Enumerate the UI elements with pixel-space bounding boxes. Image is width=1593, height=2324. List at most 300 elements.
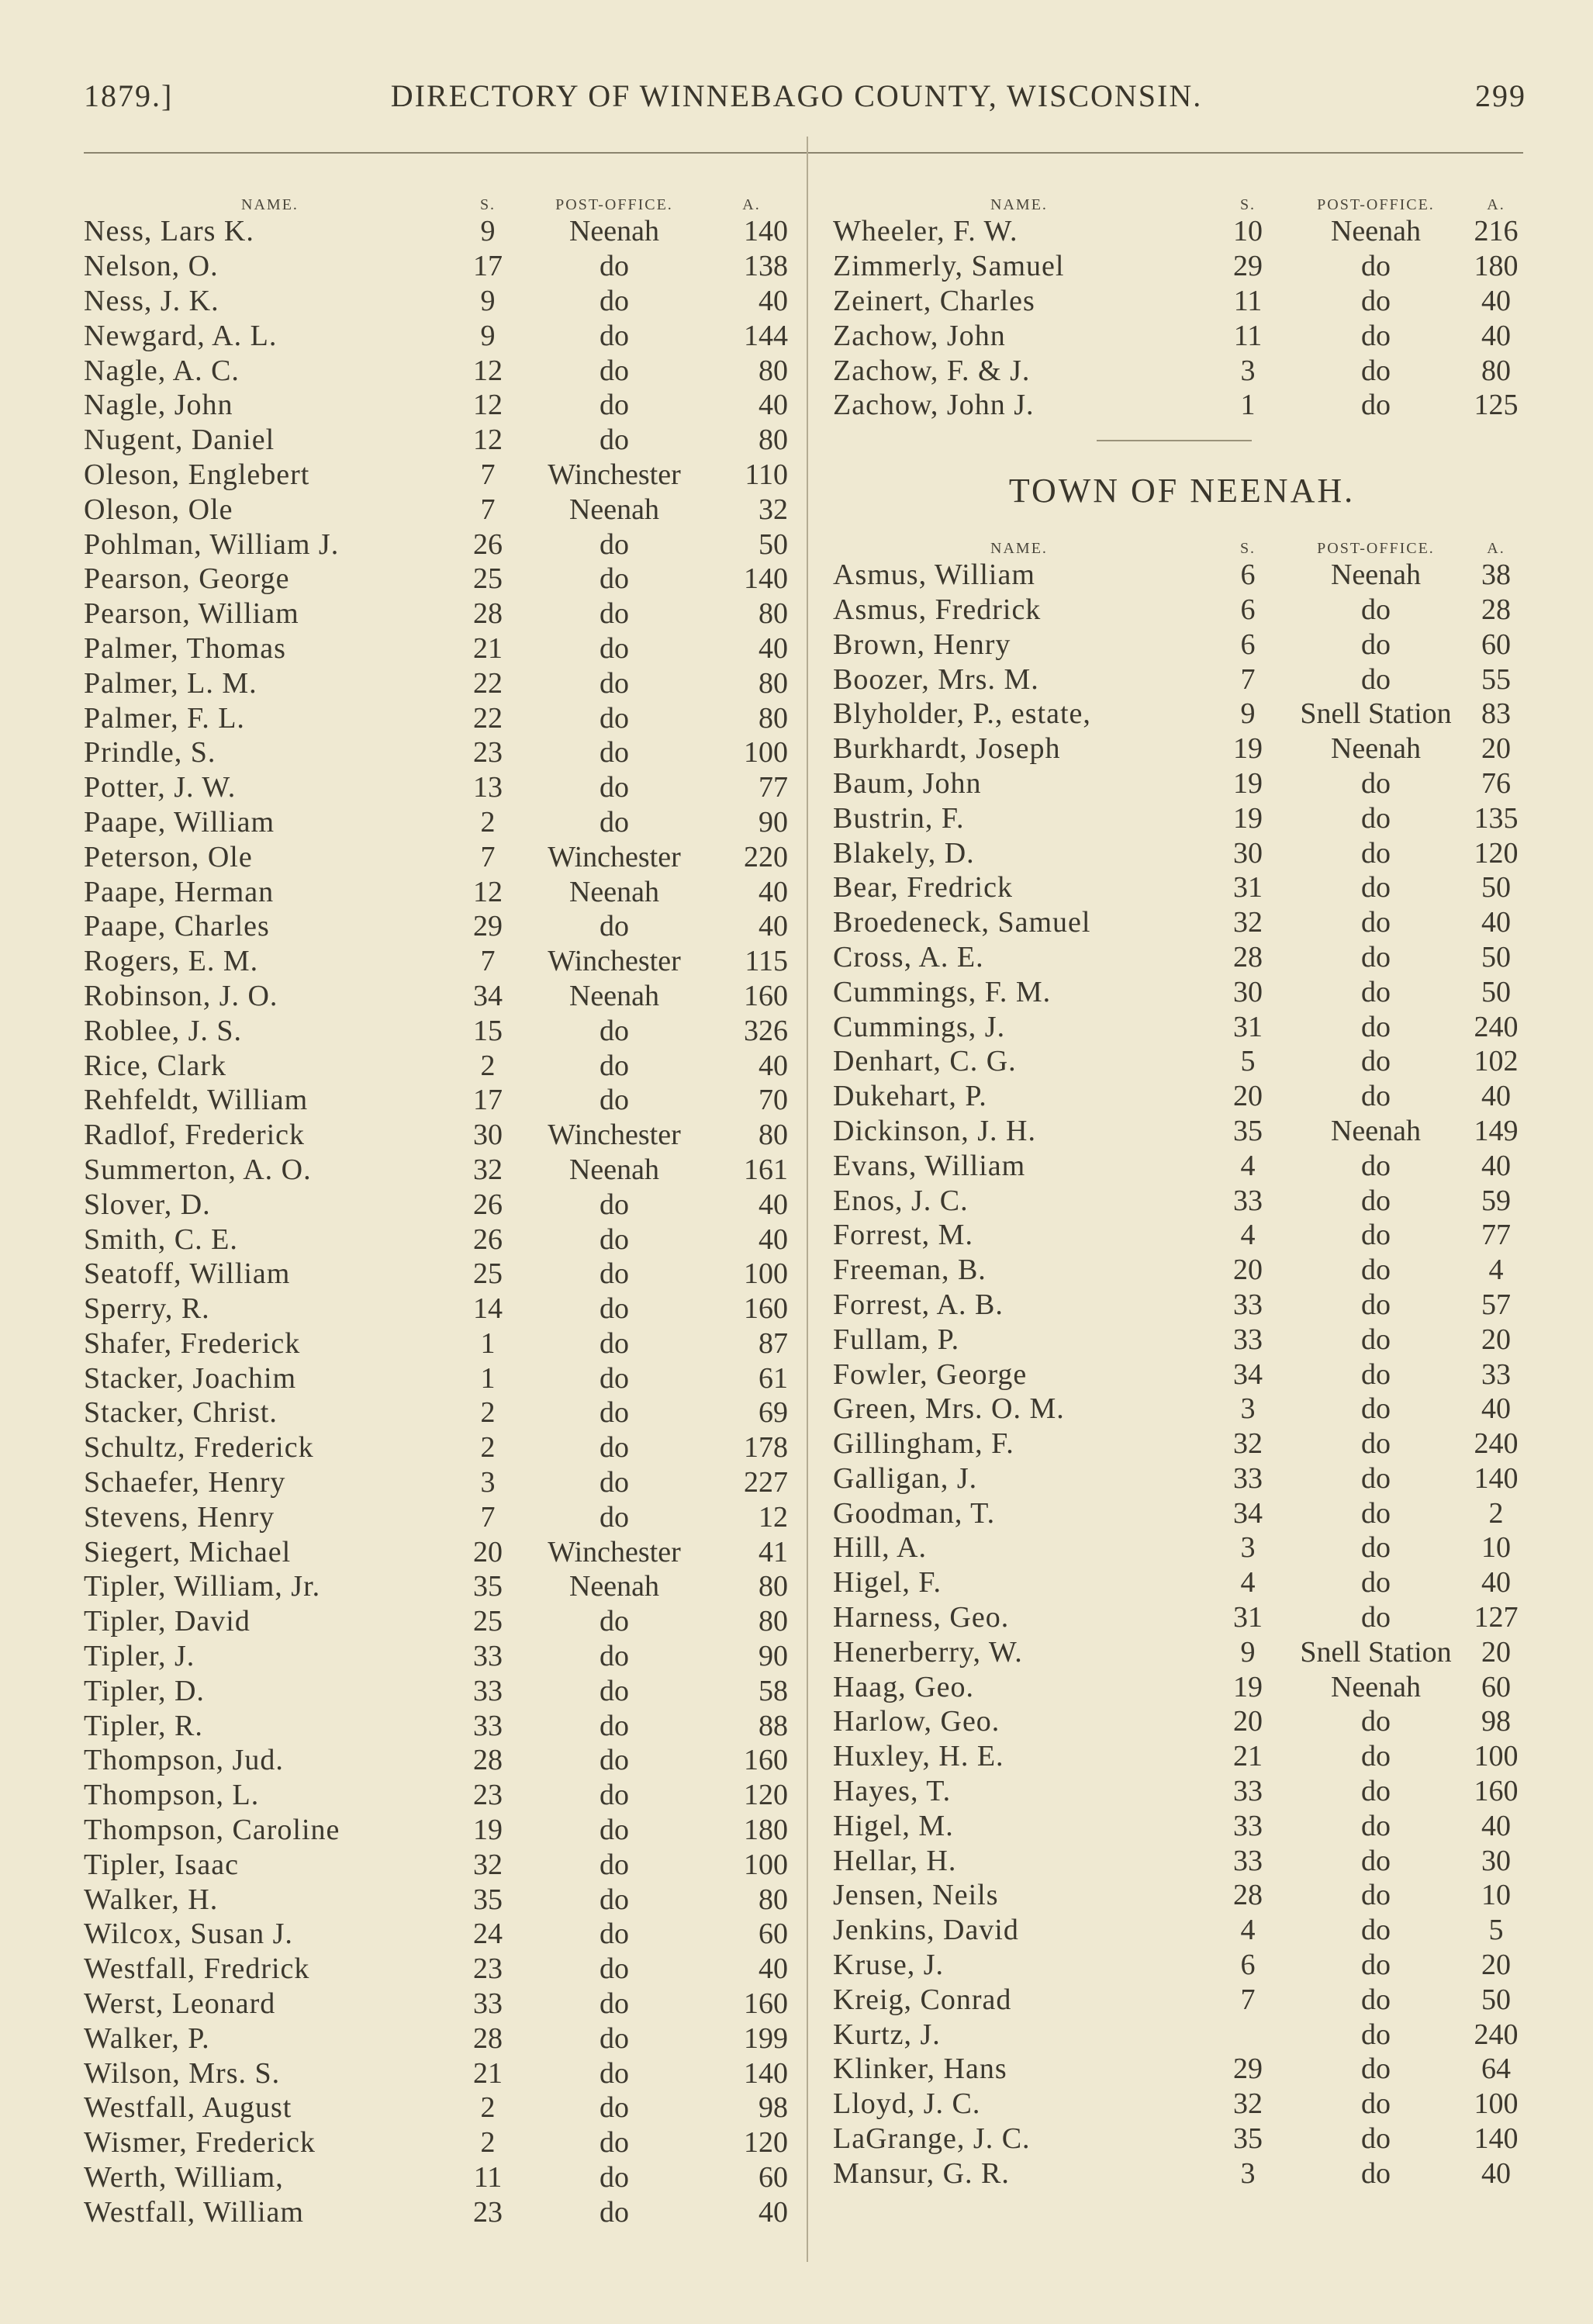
entry-name: Rehfeldt, William bbox=[84, 1084, 309, 1117]
entry-post-office: do bbox=[600, 1188, 629, 1221]
entry-acres: 40 bbox=[758, 1049, 788, 1082]
entry-name: Schaefer, Henry bbox=[84, 1466, 286, 1499]
entry-section: 4 bbox=[1240, 1566, 1256, 1599]
entry-section: 33 bbox=[1233, 1288, 1263, 1321]
entry-name: Sperry, R. bbox=[84, 1292, 210, 1326]
table-row bbox=[84, 1153, 794, 1188]
entry-post-office: Neenah bbox=[568, 875, 660, 908]
entry-name: Klinker, Hans bbox=[833, 2053, 1007, 2086]
entry-post-office: Winchester bbox=[548, 945, 681, 978]
entry-name: Thompson, Jud. bbox=[84, 1744, 284, 1777]
entry-section: 23 bbox=[473, 736, 503, 769]
entry-acres: 160 bbox=[744, 1292, 788, 1326]
entry-acres: 50 bbox=[1481, 940, 1511, 974]
entry-post-office: do bbox=[1361, 1983, 1391, 2016]
column-header-section: S. bbox=[479, 196, 496, 213]
entry-acres: 69 bbox=[758, 1396, 788, 1430]
table-row bbox=[84, 2194, 794, 2229]
entry-section: 29 bbox=[1233, 2053, 1263, 2086]
entry-section: 9 bbox=[1240, 1635, 1256, 1669]
left-column bbox=[84, 180, 794, 2229]
entry-post-office: do bbox=[600, 1431, 629, 1465]
table-row bbox=[84, 1917, 794, 1952]
entry-name: Harlow, Geo. bbox=[833, 1705, 1000, 1738]
entry-post-office: Neenah bbox=[568, 493, 660, 526]
entry-section: 35 bbox=[473, 1570, 503, 1603]
entry-post-office: do bbox=[600, 910, 629, 943]
entry-section: 31 bbox=[1233, 1601, 1263, 1634]
entry-section: 6 bbox=[1240, 1949, 1256, 1982]
entry-section: 19 bbox=[1233, 801, 1263, 835]
entry-post-office: do bbox=[1361, 1775, 1391, 1808]
table-row bbox=[84, 2125, 794, 2160]
entry-post-office: do bbox=[600, 284, 629, 317]
entry-post-office: do bbox=[600, 1709, 629, 1742]
entry-name: Westfall, Fredrick bbox=[84, 1952, 310, 1986]
entry-post-office: Neenah bbox=[1330, 732, 1422, 766]
table-row bbox=[833, 1044, 1531, 1079]
entry-name: Peterson, Ole bbox=[84, 840, 253, 873]
entry-acres: 140 bbox=[744, 562, 788, 596]
entry-post-office: do bbox=[1361, 1080, 1391, 1113]
table-row bbox=[833, 558, 1531, 593]
entry-post-office: do bbox=[600, 250, 629, 283]
table-row bbox=[84, 1083, 794, 1118]
entry-section: 34 bbox=[1233, 1496, 1263, 1530]
entry-section: 20 bbox=[1233, 1080, 1263, 1113]
entry-acres: 178 bbox=[744, 1431, 788, 1465]
table-row bbox=[84, 2021, 794, 2056]
entry-section: 20 bbox=[1233, 1705, 1263, 1738]
entry-post-office: do bbox=[1361, 1010, 1391, 1043]
entry-post-office: Winchester bbox=[548, 1535, 681, 1568]
entry-post-office: Winchester bbox=[548, 840, 681, 873]
entry-post-office: do bbox=[600, 1814, 629, 1847]
entry-acres: 199 bbox=[744, 2021, 788, 2055]
entry-name: Huxley, H. E. bbox=[833, 1740, 1004, 1773]
entry-section: 10 bbox=[1233, 215, 1263, 248]
entry-section: 33 bbox=[1233, 1844, 1263, 1877]
entry-post-office: do bbox=[600, 2056, 629, 2090]
entry-name: Enos, J. C. bbox=[833, 1184, 969, 1217]
entry-acres: 40 bbox=[1481, 284, 1511, 317]
table-row bbox=[833, 1739, 1531, 1774]
entry-section: 12 bbox=[473, 875, 503, 908]
entry-post-office: do bbox=[1361, 1461, 1391, 1495]
table-row bbox=[84, 1987, 794, 2021]
entry-acres: 160 bbox=[1474, 1775, 1519, 1808]
entry-section: 33 bbox=[473, 1987, 503, 2021]
entry-section: 33 bbox=[473, 1640, 503, 1673]
table-row bbox=[84, 2091, 794, 2125]
entry-post-office: do bbox=[1361, 1149, 1391, 1182]
entry-post-office: Winchester bbox=[548, 1119, 681, 1152]
header-year: 1879.] bbox=[84, 78, 174, 113]
entry-acres: 140 bbox=[744, 215, 788, 248]
entry-post-office: do bbox=[1361, 1601, 1391, 1634]
entry-name: Denhart, C. G. bbox=[833, 1045, 1017, 1078]
entry-name: Nagle, A. C. bbox=[84, 354, 240, 387]
entry-acres: 55 bbox=[1481, 662, 1511, 696]
entry-acres: 30 bbox=[1481, 1844, 1511, 1877]
entry-acres: 50 bbox=[758, 527, 788, 561]
entry-name: Palmer, F. L. bbox=[84, 701, 245, 735]
entry-acres: 120 bbox=[744, 1779, 788, 1812]
table-row bbox=[833, 1148, 1531, 1183]
entry-name: Paape, Herman bbox=[84, 875, 275, 908]
entry-acres: 10 bbox=[1481, 1879, 1511, 1912]
entry-acres: 100 bbox=[1474, 1740, 1519, 1773]
entry-acres: 140 bbox=[1474, 1461, 1519, 1495]
table-row bbox=[84, 214, 794, 249]
entry-section: 19 bbox=[1233, 766, 1263, 800]
entry-section: 32 bbox=[1233, 1427, 1263, 1461]
entry-acres: 80 bbox=[758, 354, 788, 387]
section-title: TOWN OF NEENAH. bbox=[1008, 471, 1356, 510]
entry-name: Potter, J. W. bbox=[84, 771, 237, 804]
entry-post-office: do bbox=[1361, 2018, 1391, 2051]
table-row bbox=[833, 2017, 1531, 2052]
entry-section: 6 bbox=[1240, 593, 1256, 626]
entry-section: 4 bbox=[1240, 1914, 1256, 1947]
entry-section: 20 bbox=[473, 1535, 503, 1568]
table-row bbox=[84, 805, 794, 840]
entry-name: Nelson, O. bbox=[84, 250, 219, 283]
entry-section: 11 bbox=[1233, 284, 1263, 317]
entry-post-office: do bbox=[600, 1223, 629, 1256]
entry-post-office: do bbox=[600, 771, 629, 804]
entry-name: Gillingham, F. bbox=[833, 1427, 1014, 1461]
entry-acres: 77 bbox=[758, 771, 788, 804]
entry-name: Wilcox, Susan J. bbox=[84, 1918, 293, 1951]
table-row bbox=[84, 1882, 794, 1917]
entry-name: Cross, A. E. bbox=[833, 940, 984, 974]
entry-section: 33 bbox=[473, 1709, 503, 1742]
entry-acres: 20 bbox=[1481, 1323, 1511, 1356]
entry-post-office: do bbox=[1361, 1879, 1391, 1912]
table-row bbox=[833, 1704, 1531, 1739]
entry-acres: 161 bbox=[744, 1153, 788, 1186]
entry-name: Cummings, J. bbox=[833, 1010, 1006, 1043]
entry-post-office: do bbox=[600, 1084, 629, 1117]
table-row bbox=[833, 905, 1531, 940]
entry-section: 13 bbox=[473, 771, 503, 804]
table-row bbox=[833, 731, 1531, 766]
entry-name: Higel, M. bbox=[833, 1809, 954, 1842]
table-row bbox=[84, 1118, 794, 1153]
entry-name: Kreig, Conrad bbox=[833, 1983, 1012, 2016]
table-row bbox=[833, 801, 1531, 835]
entry-section: 26 bbox=[473, 527, 503, 561]
table-row bbox=[84, 1013, 794, 1048]
entry-acres: 125 bbox=[1474, 389, 1519, 422]
table-row bbox=[833, 1600, 1531, 1635]
entry-post-office: do bbox=[600, 2091, 629, 2125]
entry-section: 35 bbox=[473, 1883, 503, 1916]
entry-post-office: do bbox=[600, 2195, 629, 2229]
table-row bbox=[84, 1847, 794, 1882]
entry-acres: 32 bbox=[758, 493, 788, 526]
entry-name: Wismer, Frederick bbox=[84, 2126, 316, 2160]
entry-name: Nugent, Daniel bbox=[84, 424, 275, 457]
entry-name: Zeinert, Charles bbox=[833, 284, 1035, 317]
entry-name: Tipler, D. bbox=[84, 1674, 205, 1707]
entry-post-office: do bbox=[1361, 2053, 1391, 2086]
entry-acres: 41 bbox=[758, 1535, 788, 1568]
entry-post-office: do bbox=[600, 2021, 629, 2055]
entry-name: Jensen, Neils bbox=[833, 1879, 999, 1912]
table-row bbox=[833, 1253, 1531, 1288]
entry-section: 23 bbox=[473, 1779, 503, 1812]
table-row bbox=[833, 1808, 1531, 1843]
entry-section: 19 bbox=[473, 1814, 503, 1847]
entry-acres: 64 bbox=[1481, 2053, 1511, 2086]
entry-name: Siegert, Michael bbox=[84, 1535, 292, 1568]
entry-name: Zimmerly, Samuel bbox=[833, 250, 1065, 283]
entry-name: Ness, Lars K. bbox=[84, 215, 254, 248]
table-row bbox=[84, 597, 794, 631]
entry-name: Westfall, William bbox=[84, 2195, 304, 2229]
entry-section: 32 bbox=[1233, 906, 1263, 939]
entry-acres: 227 bbox=[744, 1466, 788, 1499]
table-row bbox=[84, 353, 794, 388]
entry-section: 6 bbox=[1240, 559, 1256, 592]
entry-name: Haag, Geo. bbox=[833, 1670, 974, 1703]
table-row bbox=[833, 2122, 1531, 2156]
entry-post-office: do bbox=[1361, 1254, 1391, 1287]
column-header-name: NAME. bbox=[241, 196, 299, 213]
entry-post-office: Snell Station bbox=[1300, 1635, 1452, 1669]
entry-name: LaGrange, J. C. bbox=[833, 2122, 1031, 2156]
table-row bbox=[84, 423, 794, 458]
entry-section: 15 bbox=[473, 1014, 503, 1047]
entry-section: 7 bbox=[480, 945, 496, 978]
entry-post-office: do bbox=[1361, 319, 1391, 352]
column-header-section: S. bbox=[1239, 196, 1256, 213]
table-row bbox=[833, 835, 1531, 870]
right-bottom-rows bbox=[833, 558, 1531, 2191]
entry-name: Henerberry, W. bbox=[833, 1635, 1023, 1669]
entry-name: Summerton, A. O. bbox=[84, 1153, 312, 1186]
entry-name: Zachow, F. & J. bbox=[833, 354, 1031, 387]
right-column bbox=[833, 180, 1531, 2191]
column-header-post-office: POST-OFFICE. bbox=[555, 196, 673, 213]
entry-section: 33 bbox=[1233, 1323, 1263, 1356]
entry-section: 23 bbox=[473, 1952, 503, 1986]
entry-post-office: do bbox=[600, 1257, 629, 1291]
entry-section: 9 bbox=[480, 319, 496, 352]
entry-acres: 80 bbox=[758, 1605, 788, 1638]
column-header-post-office: POST-OFFICE. bbox=[1317, 539, 1435, 557]
entry-acres: 180 bbox=[744, 1814, 788, 1847]
entry-name: Hayes, T. bbox=[833, 1775, 952, 1808]
entry-section: 26 bbox=[473, 1223, 503, 1256]
entry-acres: 144 bbox=[744, 319, 788, 352]
entry-post-office: do bbox=[600, 354, 629, 387]
entry-name: Burkhardt, Joseph bbox=[833, 732, 1061, 766]
entry-section: 34 bbox=[1233, 1357, 1263, 1391]
entry-acres: 40 bbox=[758, 1188, 788, 1221]
entry-post-office: do bbox=[1361, 1809, 1391, 1842]
entry-post-office: do bbox=[600, 1014, 629, 1047]
table-row bbox=[84, 979, 794, 1014]
entry-section: 34 bbox=[473, 979, 503, 1012]
entry-section: 4 bbox=[1240, 1219, 1256, 1252]
table-row bbox=[84, 284, 794, 319]
table-row bbox=[84, 735, 794, 770]
entry-acres: 20 bbox=[1481, 1949, 1511, 1982]
entry-post-office: do bbox=[1361, 766, 1391, 800]
entry-section: 2 bbox=[480, 1049, 496, 1082]
entry-acres: 115 bbox=[745, 945, 788, 978]
entry-section: 7 bbox=[480, 458, 496, 491]
entry-name: Stacker, Christ. bbox=[84, 1396, 278, 1430]
table-row bbox=[84, 249, 794, 284]
entry-acres: 80 bbox=[758, 701, 788, 735]
entry-post-office: do bbox=[600, 1396, 629, 1430]
entry-section: 31 bbox=[1233, 871, 1263, 904]
entry-acres: 240 bbox=[1474, 1427, 1519, 1461]
entry-acres: 38 bbox=[1481, 559, 1511, 592]
entry-acres: 240 bbox=[1474, 2018, 1519, 2051]
entry-name: Slover, D. bbox=[84, 1188, 211, 1221]
entry-post-office: do bbox=[600, 666, 629, 700]
entry-section: 12 bbox=[473, 424, 503, 457]
entry-post-office: do bbox=[1361, 975, 1391, 1008]
entry-section: 21 bbox=[473, 631, 503, 665]
entry-acres: 60 bbox=[1481, 1670, 1511, 1703]
entry-post-office: do bbox=[600, 1466, 629, 1499]
entry-acres: 60 bbox=[758, 1918, 788, 1951]
entry-acres: 160 bbox=[744, 979, 788, 1012]
entry-post-office: do bbox=[600, 1361, 629, 1395]
table-row bbox=[84, 1465, 794, 1500]
entry-acres: 180 bbox=[1474, 250, 1519, 283]
entry-acres: 138 bbox=[744, 250, 788, 283]
entry-name: Green, Mrs. O. M. bbox=[833, 1392, 1065, 1426]
entry-acres: 40 bbox=[758, 284, 788, 317]
entry-acres: 149 bbox=[1474, 1114, 1519, 1147]
entry-post-office: do bbox=[1361, 1288, 1391, 1321]
entry-section: 33 bbox=[1233, 1184, 1263, 1217]
entry-post-office: do bbox=[600, 736, 629, 769]
table-row bbox=[833, 388, 1531, 423]
entry-acres: 40 bbox=[1481, 1809, 1511, 1842]
entry-acres: 240 bbox=[1474, 1010, 1519, 1043]
entry-name: Boozer, Mrs. M. bbox=[833, 662, 1039, 696]
entry-name: Pohlman, William J. bbox=[84, 527, 340, 561]
entry-section: 28 bbox=[473, 2021, 503, 2055]
entry-name: Wheeler, F. W. bbox=[833, 215, 1018, 248]
entry-acres: 10 bbox=[1481, 1531, 1511, 1565]
entry-post-office: Snell Station bbox=[1300, 697, 1452, 731]
table-row bbox=[833, 593, 1531, 628]
entry-section: 32 bbox=[473, 1848, 503, 1881]
table-row bbox=[84, 666, 794, 700]
entry-section: 2 bbox=[480, 2091, 496, 2125]
table-row bbox=[84, 2056, 794, 2091]
entry-section: 19 bbox=[1233, 1670, 1263, 1703]
table-row bbox=[833, 214, 1531, 249]
entry-section: 14 bbox=[473, 1292, 503, 1326]
entry-post-office: Neenah bbox=[1330, 215, 1422, 248]
entry-section: 1 bbox=[480, 1326, 496, 1360]
entry-section: 20 bbox=[1233, 1254, 1263, 1287]
entry-post-office: do bbox=[600, 1049, 629, 1082]
entry-acres: 76 bbox=[1481, 766, 1511, 800]
entry-post-office: do bbox=[1361, 1392, 1391, 1426]
entry-acres: 98 bbox=[1481, 1705, 1511, 1738]
entry-name: Dickinson, J. H. bbox=[833, 1114, 1036, 1147]
entry-acres: 220 bbox=[744, 840, 788, 873]
table-row bbox=[833, 1982, 1531, 2017]
entry-post-office: do bbox=[1361, 389, 1391, 422]
entry-name: Hill, A. bbox=[833, 1531, 927, 1565]
table-row bbox=[84, 944, 794, 979]
column-header-name: NAME. bbox=[990, 196, 1048, 213]
table-row bbox=[833, 1357, 1531, 1392]
entry-section: 17 bbox=[473, 250, 503, 283]
entry-name: Mansur, G. R. bbox=[833, 2156, 1010, 2190]
entry-section: 7 bbox=[480, 493, 496, 526]
entry-name: Rogers, E. M. bbox=[84, 945, 259, 978]
entry-post-office: do bbox=[600, 424, 629, 457]
entry-section: 33 bbox=[1233, 1461, 1263, 1495]
entry-name: Smith, C. E. bbox=[84, 1223, 238, 1256]
entry-post-office: do bbox=[600, 1674, 629, 1707]
entry-section: 23 bbox=[473, 2195, 503, 2229]
table-row bbox=[833, 1843, 1531, 1878]
table-row bbox=[84, 2160, 794, 2195]
section-separator bbox=[833, 423, 1531, 458]
entry-section: 21 bbox=[473, 2056, 503, 2090]
entry-acres: 87 bbox=[758, 1326, 788, 1360]
entry-acres: 2 bbox=[1488, 1496, 1504, 1530]
entry-name: Cummings, F. M. bbox=[833, 975, 1052, 1008]
table-row bbox=[84, 1395, 794, 1430]
entry-name: Galligan, J. bbox=[833, 1461, 978, 1495]
table-row bbox=[84, 909, 794, 944]
entry-name: Tipler, Isaac bbox=[84, 1848, 240, 1881]
table-row bbox=[833, 1669, 1531, 1704]
entry-name: Tipler, J. bbox=[84, 1640, 195, 1673]
entry-name: Jenkins, David bbox=[833, 1914, 1019, 1947]
entry-post-office: do bbox=[600, 1918, 629, 1951]
table-row bbox=[84, 1708, 794, 1743]
entry-section: 11 bbox=[473, 2161, 503, 2194]
entry-acres: 100 bbox=[744, 1848, 788, 1881]
entry-name: Pearson, George bbox=[84, 562, 290, 596]
entry-acres: 120 bbox=[744, 2126, 788, 2160]
entry-name: Oleson, Ole bbox=[84, 493, 233, 526]
entry-name: Oleson, Englebert bbox=[84, 458, 310, 491]
entry-acres: 60 bbox=[758, 2161, 788, 2194]
entry-name: Goodman, T. bbox=[833, 1496, 996, 1530]
entry-acres: 40 bbox=[1481, 906, 1511, 939]
table-row bbox=[833, 318, 1531, 353]
table-row bbox=[833, 284, 1531, 319]
entry-post-office: do bbox=[1361, 2087, 1391, 2121]
table-row bbox=[84, 700, 794, 735]
entry-post-office: Neenah bbox=[1330, 559, 1422, 592]
entry-name: Paape, William bbox=[84, 805, 275, 839]
entry-section: 33 bbox=[1233, 1775, 1263, 1808]
entry-section: 30 bbox=[473, 1119, 503, 1152]
entry-section: 7 bbox=[480, 840, 496, 873]
table-row bbox=[84, 1534, 794, 1569]
entry-acres: 40 bbox=[758, 389, 788, 422]
entry-name: Werth, William, bbox=[84, 2161, 284, 2194]
